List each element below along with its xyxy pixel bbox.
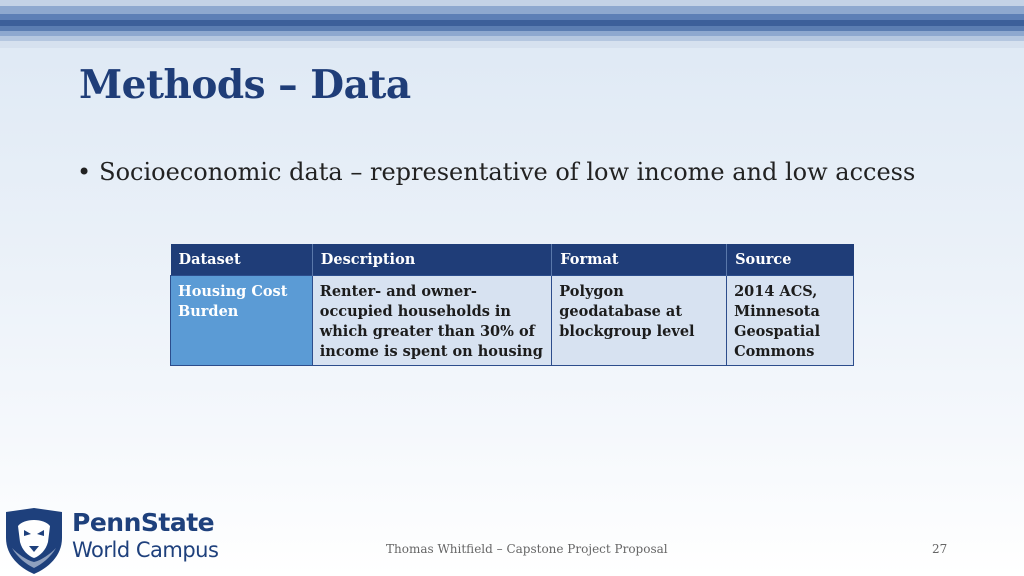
cell-dataset: Housing Cost Burden bbox=[171, 276, 313, 366]
pennstate-logo bbox=[0, 504, 230, 576]
bullet-text: Socioeconomic data – representative of low income and low access bbox=[99, 158, 916, 186]
footer-text: Thomas Whitfield – Capstone Project Proposal bbox=[386, 542, 668, 556]
cell-format: Polygon geodatabase at blockgroup level bbox=[552, 276, 727, 366]
header-source: Source bbox=[727, 244, 854, 276]
cell-description: Renter- and owner-occupied households in which greater than 30% of income is spent on housing bbox=[312, 276, 552, 366]
bullet-dot-icon: • bbox=[77, 158, 92, 186]
nittany-lion-shield-icon bbox=[4, 508, 64, 574]
table-header-row bbox=[171, 244, 854, 276]
page-number: 27 bbox=[932, 542, 948, 556]
data-table bbox=[170, 244, 854, 366]
header-dataset: Dataset bbox=[171, 244, 313, 276]
logo-line1: PennState bbox=[72, 508, 215, 537]
bullet-item bbox=[77, 158, 915, 186]
header-format: Format bbox=[552, 244, 727, 276]
cell-source: 2014 ACS, Minnesota Geospatial Commons bbox=[727, 276, 854, 366]
slide-title: Methods – Data bbox=[79, 62, 411, 108]
logo-line2: World Campus bbox=[72, 538, 219, 562]
header-description: Description bbox=[312, 244, 552, 276]
table-row bbox=[171, 276, 854, 366]
top-stripes-decoration bbox=[0, 0, 1024, 48]
